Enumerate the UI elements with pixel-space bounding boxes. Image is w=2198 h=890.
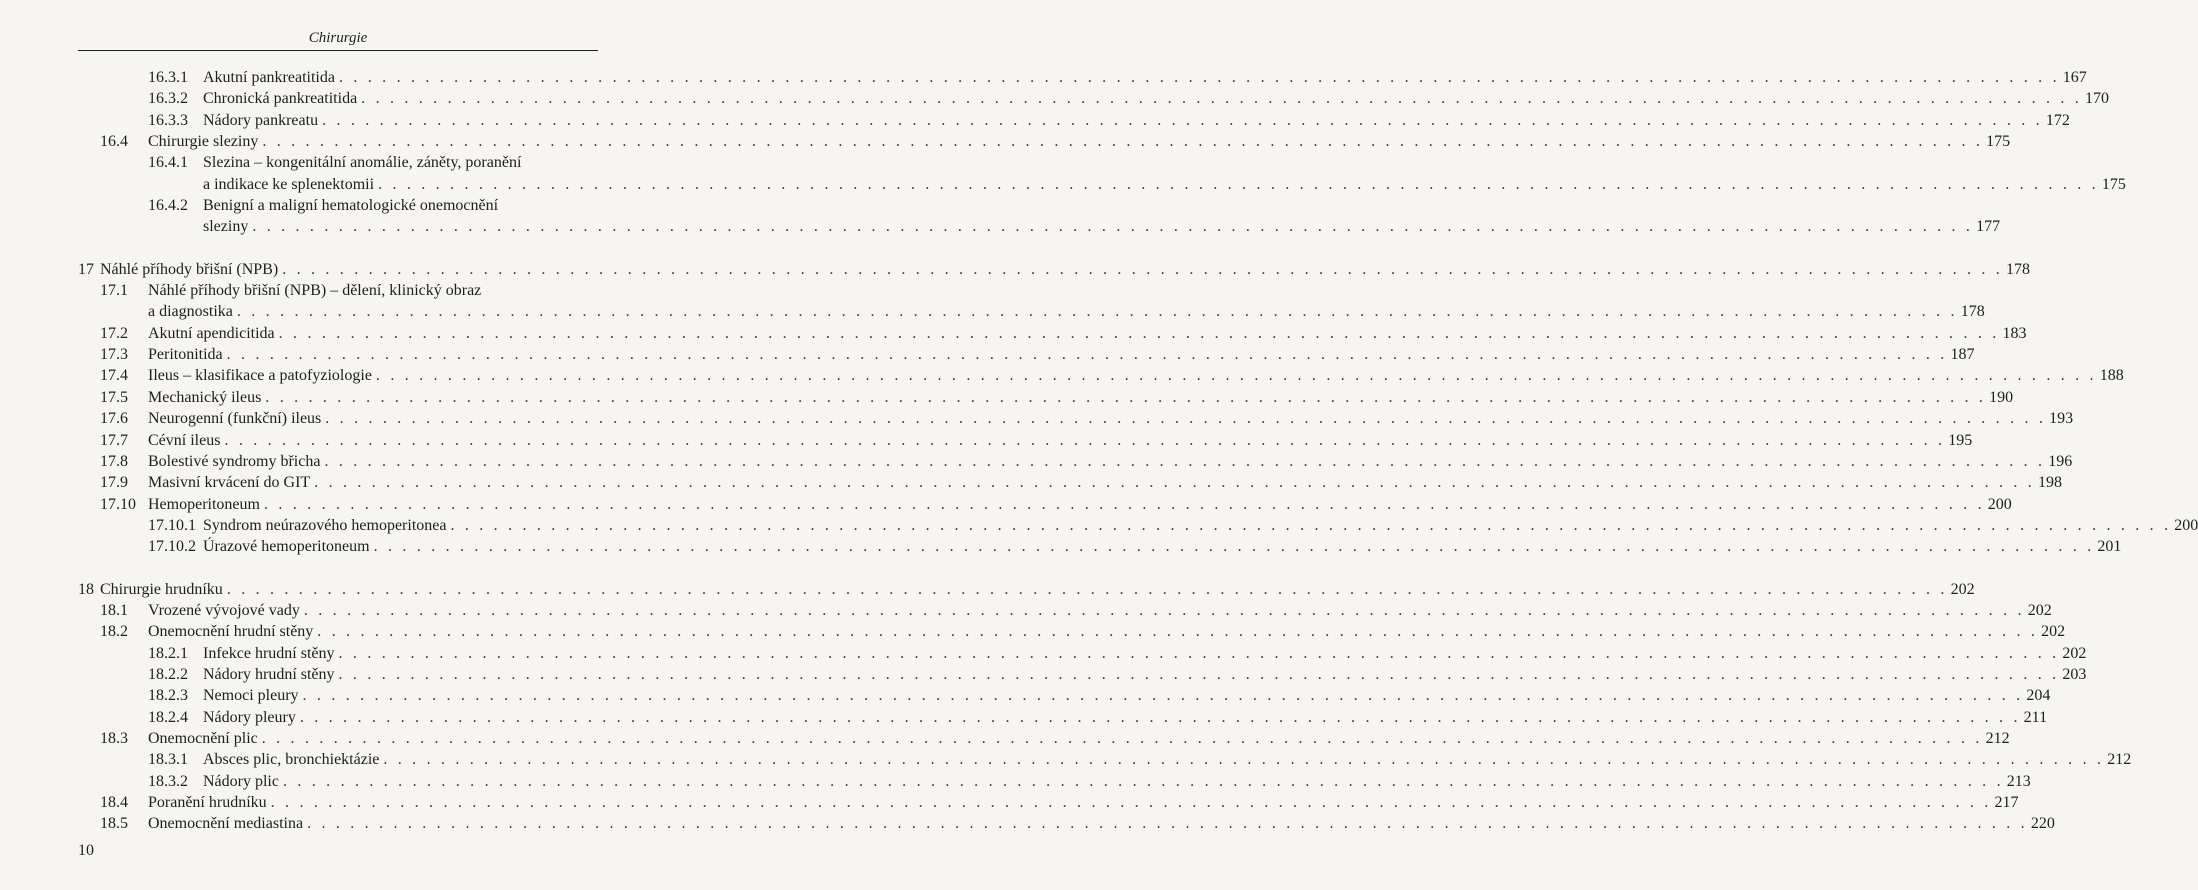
entry-line <box>203 67 2087 88</box>
entry-number: 16.4.2 <box>148 197 188 215</box>
entry-number: 17.6 <box>100 410 128 428</box>
toc-entry[interactable] <box>0 408 2074 429</box>
entry-number: 17.4 <box>100 367 128 385</box>
entry-number: 18.2.1 <box>148 644 188 662</box>
entry-number: 17.8 <box>100 452 128 470</box>
toc-entry[interactable] <box>0 685 2051 706</box>
dot-leader: . . . . . . . . . . . . . . . . . . . . . . . . . . . . . . . . . . . . . . . . . . . . . . . . . . . . . . . . . . . . . . . . . . . . . . . . . . . . . . . . . . . . . . . . . . . . . . . . . . . . . . . . . . . . . . . . . . . . . . . . <box>270 794 1992 811</box>
entry-page: 198 <box>2038 474 2062 492</box>
dot-leader: . . . . . . . . . . . . . . . . . . . . . . . . . . . . . . . . . . . . . . . . . . . . . . . . . . . . . . . . . . . . . . . . . . . . . . . . . . . . . . . . . . . . . . . . . . . . . . . . . . . . . . . . . . . . . . . . . . . . . . . . <box>262 133 1984 151</box>
toc-entry[interactable] <box>0 344 1975 365</box>
entry-line <box>203 152 595 173</box>
entry-page: 220 <box>2030 815 2055 833</box>
dot-leader: . . . . . . . . . . . . . . . . . . . . . . . . . . . . . . . . . . . . . . . . . . . . . . . . . . . . . . . . . . . . . . . . . . . . . . . . . . . . . . . . . . . . . . . . . . . . . . . . . . . . . . . . . . . . . . . . . . . . . . . . <box>361 90 2082 108</box>
entry-page: 183 <box>2002 324 2027 342</box>
toc-entry[interactable] <box>0 387 2014 408</box>
entry-line <box>203 216 2001 237</box>
toc-section <box>0 259 2198 558</box>
entry-page: 167 <box>2062 69 2087 86</box>
entry-title: Absces plic, bronchiektázie <box>203 751 380 769</box>
entry-page: 202 <box>2062 644 2087 662</box>
toc-entry[interactable] <box>0 152 600 173</box>
entry-page: 196 <box>2048 452 2073 470</box>
entry-title: Onemocnění mediastina <box>148 815 304 833</box>
entry-title: Ileus – klasifikace a patofyziologie <box>148 367 372 385</box>
entry-page: 212 <box>1985 729 2010 747</box>
entry-number: 17.2 <box>100 324 128 342</box>
toc-entry[interactable] <box>0 792 2019 813</box>
toc-entry[interactable] <box>0 536 2122 557</box>
entry-line <box>148 792 2019 813</box>
entry-number: 17.7 <box>100 431 128 449</box>
entry-title: Slezina – kongenitální anomálie, záněty, poranění <box>203 154 522 172</box>
entry-line <box>148 472 2062 493</box>
dot-leader: . . . . . . . . . . . . . . . . . . . . . . . . . . . . . . . . . . . . . . . . . . . . . . . . . . . . . . . . . . . . . . . . . . . . . . . . . . . . . . . . . . . . . . . . . . . . . . . . . . . . . . . . . . . . . . . . . . . . . . . . <box>373 538 2095 556</box>
entry-page: 170 <box>2084 90 2109 108</box>
entry-number: 16.4.1 <box>148 154 188 172</box>
entry-line <box>203 749 2132 770</box>
dot-leader: . . . . . . . . . . . . . . . . . . . . . . . . . . . . . . . . . . . . . . . . . . . . . . . . . . . . . . . . . . . . . . . . . . . . . . . . . . . . . . . . . . . . . . . . . . . . . . . . . . . . . . . . . . . . . . . . . . . . . . . . <box>299 708 2021 726</box>
entry-title: Bolestivé syndromy břicha <box>148 452 321 470</box>
entry-page: 203 <box>2062 665 2087 683</box>
toc-entry[interactable] <box>0 771 2031 792</box>
entry-page: 202 <box>1950 580 1975 598</box>
entry-line <box>148 323 2027 344</box>
dot-leader: . . . . . . . . . . . . . . . . . . . . . . . . . . . . . . . . . . . . . . . . . . . . . . . . . . . . . . . . . . . . . . . . . . . . . . . . . . . . . . . . . . . . . . . . . . . . . . . . . . . . . . . . . . . . . . . . . . . . . . . . <box>317 623 2039 641</box>
entry-number: 17.3 <box>100 346 128 364</box>
entry-page: 202 <box>2041 623 2066 641</box>
entry-title: Mechanický ileus <box>148 388 262 406</box>
entry-line <box>203 110 2070 131</box>
toc-entry[interactable] <box>0 600 2052 621</box>
entry-line <box>148 344 1975 365</box>
dot-leader: . . . . . . . . . . . . . . . . . . . . . . . . . . . . . . . . . . . . . . . . . . . . . . . . . . . . . . . . . . . . . . . . . . . . . . . . . . . . . . . . . . . . . . . . . . . . . . . . . . . . . . . . . . . . . . . . . . . . . . . . <box>383 751 2105 769</box>
entry-line <box>203 536 2122 557</box>
entry-title: Akutní pankreatitida <box>203 69 335 86</box>
toc-entry[interactable] <box>0 365 2124 386</box>
entry-number: 17.10.2 <box>148 538 196 556</box>
dot-leader: . . . . . . . . . . . . . . . . . . . . . . . . . . . . . . . . . . . . . . . . . . . . . . . . . . . . . . . . . . . . . . . . . . . . . . . . . . . . . . . . . . . . . . . . . . . . . . . . . . . . . . . . . . . . . . . . . . . . . . . . <box>324 452 2046 470</box>
entry-number: 17 <box>78 260 94 278</box>
entry-line <box>100 579 1975 600</box>
entry-number: 17.9 <box>100 474 128 492</box>
dot-leader: . . . . . . . . . . . . . . . . . . . . . . . . . . . . . . . . . . . . . . . . . . . . . . . . . . . . . . . . . . . . . . . . . . . . . . . . . . . . . . . . . . . . . . . . . . . . . . . . . . . . . . . . . . . . . . . . . . . . . . . . <box>325 410 2047 428</box>
entry-line <box>148 621 2066 642</box>
entry-line <box>203 643 2087 664</box>
toc-entry[interactable] <box>0 301 1985 322</box>
dot-leader: . . . . . . . . . . . . . . . . . . . . . . . . . . . . . . . . . . . . . . . . . . . . . . . . . . . . . . . . . . . . . . . . . . . . . . . . . . . . . . . . . . . . . . . . . . . . . . . . . . . . . . . . . . . . . . . . . . . . . . . . <box>338 69 2060 86</box>
entry-title: Náhlé příhody břišní (NPB) <box>100 260 279 278</box>
entry-title: Benigní a maligní hematologické onemocnění <box>203 197 499 215</box>
toc-entry[interactable] <box>0 110 2070 131</box>
entry-number: 18.2.4 <box>148 708 188 726</box>
toc-entry[interactable] <box>0 259 2031 280</box>
toc-entry[interactable] <box>0 88 2109 109</box>
entry-page: 188 <box>2099 367 2124 385</box>
entry-page: 172 <box>2045 111 2070 129</box>
entry-page: 217 <box>1994 794 2019 811</box>
toc-entry[interactable] <box>0 579 1975 600</box>
entry-number: 18.5 <box>100 815 128 833</box>
entry-line <box>148 430 1973 451</box>
dot-leader: . . . . . . . . . . . . . . . . . . . . . . . . . . . . . . . . . . . . . . . . . . . . . . . . . . . . . . . . . . . . . . . . . . . . . . . . . . . . . . . . . . . . . . . . . . . . . . . . . . . . . . . . . . . . . . . . . . . . . . . . <box>314 474 2035 492</box>
dot-leader: . . . . . . . . . . . . . . . . . . . . . . . . . . . . . . . . . . . . . . . . . . . . . . . . . . . . . . . . . . . . . . . . . . . . . . . . . . . . . . . . . . . . . . . . . . . . . . . . . . . . . . . . . . . . . . . . . . . . . . . . <box>278 324 2000 342</box>
entry-line <box>148 408 2074 429</box>
toc-entry[interactable] <box>0 749 2132 770</box>
entry-number: 16.4 <box>100 133 128 151</box>
entry-line <box>203 515 2198 536</box>
entry-number: 18.1 <box>100 601 128 619</box>
entry-page: 200 <box>2174 516 2198 534</box>
entry-page: 204 <box>2026 687 2051 705</box>
entry-title: Chirurgie sleziny <box>148 133 259 151</box>
entry-line <box>148 131 2011 152</box>
entry-title: Nádory plic <box>203 772 279 790</box>
entry-page: 178 <box>2006 260 2031 278</box>
dot-leader: . . . . . . . . . . . . . . . . . . . . . . . . . . . . . . . . . . . . . . . . . . . . . . . . . . . . . . . . . . . . . . . . . . . . . . . . . . . . . . . . . . . . . . . . . . . . . . . . . . . . . . . . . . . . . . . . . . . . . . . . <box>282 260 2004 278</box>
toc-section <box>0 579 2132 835</box>
entry-title: Nemoci pleury <box>203 687 299 705</box>
entry-title: Infekce hrudní stěny <box>203 644 335 662</box>
toc-entry[interactable] <box>0 67 2087 88</box>
entry-title: Chronická pankreatitida <box>203 90 358 108</box>
toc-entry[interactable] <box>0 494 2012 515</box>
entry-number: 16.3.2 <box>148 90 188 108</box>
entry-title: Vrozené vývojové vady <box>148 601 300 619</box>
entry-line <box>203 685 2051 706</box>
header-rule <box>78 50 598 51</box>
entry-title: Akutní apendicitida <box>148 324 275 342</box>
toc-entry[interactable] <box>0 280 600 301</box>
entry-line <box>148 494 2012 515</box>
dot-leader: . . . . . . . . . . . . . . . . . . . . . . . . . . . . . . . . . . . . . . . . . . . . . . . . . . . . . . . . . . . . . . . . . . . . . . . . . . . . . . . . . . . . . . . . . . . . . . . . . . . . . . . . . . . . . . . . . . . . . . . . <box>378 175 2099 193</box>
entry-line <box>203 195 595 216</box>
entry-line <box>203 707 2048 728</box>
toc-entry[interactable] <box>0 707 2048 728</box>
entry-number: 18.3 <box>100 729 128 747</box>
toc-entry[interactable] <box>0 174 2126 195</box>
entry-title: Cévní ileus <box>148 431 221 449</box>
toc-entry[interactable] <box>0 664 2087 685</box>
toc-entry[interactable] <box>0 728 2010 749</box>
dot-leader: . . . . . . . . . . . . . . . . . . . . . . . . . . . . . . . . . . . . . . . . . . . . . . . . . . . . . . . . . . . . . . . . . . . . . . . . . . . . . . . . . . . . . . . . . . . . . . . . . . . . . . . . . . . . . . . . . . . . . . . . <box>236 303 1958 321</box>
entry-title: sleziny <box>203 218 249 236</box>
dot-leader: . . . . . . . . . . . . . . . . . . . . . . . . . . . . . . . . . . . . . . . . . . . . . . . . . . . . . . . . . . . . . . . . . . . . . . . . . . . . . . . . . . . . . . . . . . . . . . . . . . . . . . . . . . . . . . . . . . . . . . . . <box>282 772 2004 790</box>
entry-title: Peritonitida <box>148 346 223 364</box>
entry-number: 18.2 <box>100 623 128 641</box>
entry-line <box>148 280 595 301</box>
entry-number: 17.10 <box>100 495 136 513</box>
toc-entry[interactable] <box>0 451 2073 472</box>
dot-leader: . . . . . . . . . . . . . . . . . . . . . . . . . . . . . . . . . . . . . . . . . . . . . . . . . . . . . . . . . . . . . . . . . . . . . . . . . . . . . . . . . . . . . . . . . . . . . . . . . . . . . . . . . . . . . . . . . . . . . . . . <box>450 516 2172 534</box>
toc-entry[interactable] <box>0 472 2062 493</box>
entry-number: 16.3.1 <box>148 69 188 86</box>
entry-page: 211 <box>2023 708 2048 726</box>
dot-leader: . . . . . . . . . . . . . . . . . . . . . . . . . . . . . . . . . . . . . . . . . . . . . . . . . . . . . . . . . . . . . . . . . . . . . . . . . . . . . . . . . . . . . . . . . . . . . . . . . . . . . . . . . . . . . . . . . . . . . . . . <box>338 644 2060 662</box>
entry-page: 193 <box>2049 410 2074 428</box>
dot-leader: . . . . . . . . . . . . . . . . . . . . . . . . . . . . . . . . . . . . . . . . . . . . . . . . . . . . . . . . . . . . . . . . . . . . . . . . . . . . . . . . . . . . . . . . . . . . . . . . . . . . . . . . . . . . . . . . . . . . . . . . <box>302 687 2024 705</box>
entry-title: Masivní krvácení do GIT <box>148 474 311 492</box>
entry-page: 175 <box>1986 133 2011 151</box>
toc-entry[interactable] <box>0 216 2001 237</box>
dot-leader: . . . . . . . . . . . . . . . . . . . . . . . . . . . . . . . . . . . . . . . . . . . . . . . . . . . . . . . . . . . . . . . . . . . . . . . . . . . . . . . . . . . . . . . . . . . . . . . . . . . . . . . . . . . . . . . . . . . . . . . . <box>303 601 2025 619</box>
entry-number: 18.4 <box>100 794 128 811</box>
entry-title: a diagnostika <box>148 303 233 321</box>
entry-page: 201 <box>2097 538 2122 556</box>
dot-leader: . . . . . . . . . . . . . . . . . . . . . . . . . . . . . . . . . . . . . . . . . . . . . . . . . . . . . . . . . . . . . . . . . . . . . . . . . . . . . . . . . . . . . . . . . . . . . . . . . . . . . . . . . . . . . . . . . . . . . . . . <box>252 218 1974 236</box>
entry-page: 195 <box>1948 431 1973 449</box>
entry-title: Syndrom neúrazového hemoperitonea <box>203 516 447 534</box>
entry-title: Úrazové hemoperitoneum <box>203 538 370 556</box>
entry-line <box>148 813 2055 834</box>
dot-leader: . . . . . . . . . . . . . . . . . . . . . . . . . . . . . . . . . . . . . . . . . . . . . . . . . . . . . . . . . . . . . . . . . . . . . . . . . . . . . . . . . . . . . . . . . . . . . . . . . . . . . . . . . . . . . . . . . . . . . . . . <box>263 495 1985 513</box>
entry-line <box>203 88 2109 109</box>
dot-leader: . . . . . . . . . . . . . . . . . . . . . . . . . . . . . . . . . . . . . . . . . . . . . . . . . . . . . . . . . . . . . . . . . . . . . . . . . . . . . . . . . . . . . . . . . . . . . . . . . . . . . . . . . . . . . . . . . . . . . . . . <box>322 111 2043 129</box>
entry-number: 18.2.3 <box>148 687 188 705</box>
toc-entry[interactable] <box>0 643 2087 664</box>
entry-number: 16.3.3 <box>148 111 188 129</box>
toc-entry[interactable] <box>0 515 2198 536</box>
entry-title: Nádory pleury <box>203 708 296 726</box>
entry-line <box>148 451 2073 472</box>
dot-leader: . . . . . . . . . . . . . . . . . . . . . . . . . . . . . . . . . . . . . . . . . . . . . . . . . . . . . . . . . . . . . . . . . . . . . . . . . . . . . . . . . . . . . . . . . . . . . . . . . . . . . . . . . . . . . . . . . . . . . . . . <box>307 815 2028 833</box>
entry-title: a indikace ke splenektomii <box>203 175 375 193</box>
dot-leader: . . . . . . . . . . . . . . . . . . . . . . . . . . . . . . . . . . . . . . . . . . . . . . . . . . . . . . . . . . . . . . . . . . . . . . . . . . . . . . . . . . . . . . . . . . . . . . . . . . . . . . . . . . . . . . . . . . . . . . . . <box>265 388 1987 406</box>
entry-title: Nádory hrudní stěny <box>203 665 335 683</box>
entry-title: Neurogenní (funkční) ileus <box>148 410 322 428</box>
entry-line <box>148 365 2124 386</box>
entry-title: Chirurgie hrudníku <box>100 580 223 598</box>
entry-page: 178 <box>1960 303 1985 321</box>
entry-line <box>148 387 2014 408</box>
entry-page: 202 <box>2027 601 2052 619</box>
entry-page: 200 <box>1987 495 2012 513</box>
entry-number: 17.1 <box>100 282 128 300</box>
dot-leader: . . . . . . . . . . . . . . . . . . . . . . . . . . . . . . . . . . . . . . . . . . . . . . . . . . . . . . . . . . . . . . . . . . . . . . . . . . . . . . . . . . . . . . . . . . . . . . . . . . . . . . . . . . . . . . . . . . . . . . . . <box>375 367 2097 385</box>
entry-page: 212 <box>2107 751 2132 769</box>
dot-leader: . . . . . . . . . . . . . . . . . . . . . . . . . . . . . . . . . . . . . . . . . . . . . . . . . . . . . . . . . . . . . . . . . . . . . . . . . . . . . . . . . . . . . . . . . . . . . . . . . . . . . . . . . . . . . . . . . . . . . . . . <box>338 665 2060 683</box>
entry-line <box>203 174 2126 195</box>
entry-title: Poranění hrudníku <box>148 794 267 811</box>
entry-number: 18.3.1 <box>148 751 188 769</box>
entry-title: Hemoperitoneum <box>148 495 260 513</box>
toc-entry[interactable] <box>0 430 1973 451</box>
entry-line <box>203 664 2087 685</box>
entry-number: 18.3.2 <box>148 772 188 790</box>
entry-line <box>148 301 1985 322</box>
entry-line <box>148 728 2010 749</box>
entry-line <box>203 771 2031 792</box>
entry-page: 187 <box>1950 346 1975 364</box>
entry-page: 175 <box>2101 175 2126 193</box>
toc-entry[interactable] <box>0 621 2066 642</box>
entry-page: 213 <box>2006 772 2031 790</box>
entry-line <box>100 259 2031 280</box>
entry-page: 177 <box>1976 218 2001 236</box>
table-of-contents <box>0 67 2198 856</box>
entry-number: 17.5 <box>100 388 128 406</box>
entry-title: Onemocnění plic <box>148 729 258 747</box>
toc-entry[interactable] <box>0 131 2011 152</box>
entry-number: 18 <box>78 580 94 598</box>
entry-title: Náhlé příhody břišní (NPB) – dělení, klinický obraz <box>148 282 482 300</box>
dot-leader: . . . . . . . . . . . . . . . . . . . . . . . . . . . . . . . . . . . . . . . . . . . . . . . . . . . . . . . . . . . . . . . . . . . . . . . . . . . . . . . . . . . . . . . . . . . . . . . . . . . . . . . . . . . . . . . . . . . . . . . . <box>226 346 1948 364</box>
toc-entry[interactable] <box>0 195 600 216</box>
entry-page: 190 <box>1989 388 2014 406</box>
dot-leader: . . . . . . . . . . . . . . . . . . . . . . . . . . . . . . . . . . . . . . . . . . . . . . . . . . . . . . . . . . . . . . . . . . . . . . . . . . . . . . . . . . . . . . . . . . . . . . . . . . . . . . . . . . . . . . . . . . . . . . . . <box>261 729 1983 747</box>
entry-number: 18.2.2 <box>148 665 188 683</box>
toc-entry[interactable] <box>0 813 2055 834</box>
toc-entry[interactable] <box>0 323 2027 344</box>
entry-number: 17.10.1 <box>148 516 196 534</box>
dot-leader: . . . . . . . . . . . . . . . . . . . . . . . . . . . . . . . . . . . . . . . . . . . . . . . . . . . . . . . . . . . . . . . . . . . . . . . . . . . . . . . . . . . . . . . . . . . . . . . . . . . . . . . . . . . . . . . . . . . . . . . . <box>224 431 1946 449</box>
running-head: Chirurgie <box>308 30 368 46</box>
entry-title: Onemocnění hrudní stěny <box>148 623 314 641</box>
page-number: 10 <box>78 842 94 859</box>
toc-section <box>0 67 2126 238</box>
entry-line <box>148 600 2052 621</box>
dot-leader: . . . . . . . . . . . . . . . . . . . . . . . . . . . . . . . . . . . . . . . . . . . . . . . . . . . . . . . . . . . . . . . . . . . . . . . . . . . . . . . . . . . . . . . . . . . . . . . . . . . . . . . . . . . . . . . . . . . . . . . . <box>226 580 1948 598</box>
entry-title: Nádory pankreatu <box>203 111 319 129</box>
